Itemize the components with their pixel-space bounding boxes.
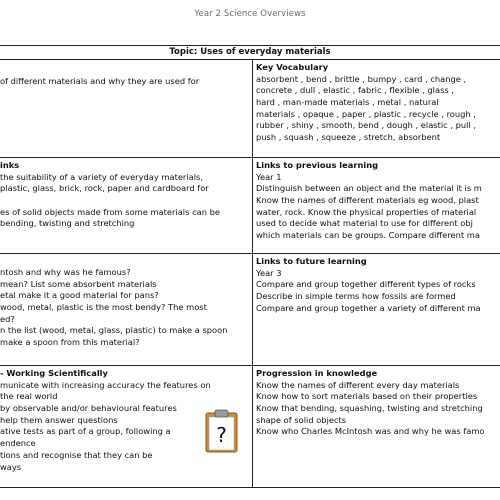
working-scientifically-line: ways: [0, 461, 22, 472]
future-learning-cell: [256, 256, 500, 314]
links-heading: inks: [0, 160, 20, 170]
progression-line: Know the names of different every day materials: [256, 379, 460, 390]
links-cell: [0, 160, 250, 230]
question-line: mean? List some absorbent materials: [0, 278, 157, 289]
working-scientifically-line: by observable and/or behavioural features: [0, 403, 177, 414]
links-line: the suitability of a variety of everyday materials,: [0, 171, 203, 182]
vocabulary-line: materials , opaque , paper , plastic , recycle , rough ,: [256, 108, 476, 119]
future-learning-line: Compare and group together a variety of different ma: [256, 302, 481, 313]
progression-cell: [256, 368, 500, 438]
question-line: make a spoon from this material?: [0, 337, 140, 348]
working-scientifically-line: tions and recognise that they can be: [0, 449, 153, 460]
future-learning-line: Year 3: [256, 267, 282, 278]
intro-line: of different materials and why they are used for: [0, 76, 200, 86]
vocabulary-heading: Key Vocabulary: [256, 62, 329, 72]
topic-heading: Topic: Uses of everyday materials: [169, 47, 331, 57]
progression-heading: Progression in knowledge: [256, 368, 378, 378]
progression-line: shape of solid objects: [256, 414, 347, 425]
vocabulary-line: rubber , shiny , smooth, bend , dough , elastic , pull ,: [256, 120, 477, 131]
previous-learning-line: Know the names of different materials eg wood, plast: [256, 195, 479, 206]
previous-learning-line: Year 1: [256, 171, 282, 182]
vocabulary-line: hard , man-made materials , metal , natural: [256, 97, 439, 108]
previous-learning-line: Distinguish between an object and the material it is m: [256, 183, 482, 194]
working-scientifically-line: the real world: [0, 391, 58, 402]
working-scientifically-line: help them answer questions: [0, 414, 118, 425]
previous-learning-cell: [256, 160, 500, 242]
links-line: es of solid objects made from some materials can be: [0, 206, 220, 217]
progression-line: Know who Charles McIntosh was and why he was famo: [256, 426, 485, 437]
working-scientifically-line: ative tests as part of a group, following a: [0, 426, 171, 437]
links-line: plastic, glass, brick, rock, paper and cardboard for: [0, 183, 209, 194]
vocabulary-line: push , squash , squeeze , stretch, absorbent: [256, 132, 441, 143]
working-scientifically-line: municate with increasing accuracy the features on: [0, 379, 211, 390]
clipboard-question-icon: [205, 409, 238, 453]
questions-cell: [0, 267, 250, 349]
question-line: ed?: [0, 313, 15, 324]
question-line: n the list (wood, metal, glass, plastic) to make a spoon: [0, 325, 228, 336]
intro-cell: [0, 76, 250, 88]
progression-line: Know that bending, squashing, twisting and stretching: [256, 403, 483, 414]
previous-learning-line: water, rock. Know the physical properties of material: [256, 206, 477, 217]
vocabulary-line: concrete , dull , elastic , fabric , flexible , glass ,: [256, 85, 454, 96]
vocabulary-line: absorbent , bend , brittle , bumpy , card , change ,: [256, 73, 467, 84]
previous-learning-line: used to decide what material to use for different obj: [256, 218, 473, 229]
progression-line: Know how to sort materials based on their properties: [256, 391, 478, 402]
links-line: bending, twisting and stretching: [0, 218, 135, 229]
vocabulary-cell: [256, 62, 500, 144]
previous-learning-line: which materials can be groups. Compare different ma: [256, 230, 480, 241]
future-learning-line: Compare and group together different types of rocks: [256, 279, 476, 290]
future-learning-line: Describe in simple terms how fossils are formed: [256, 291, 456, 302]
working-scientifically-line: endence: [0, 438, 36, 449]
question-line: wood, metal, plastic is the most bendy? The most: [0, 302, 207, 313]
future-learning-heading: Links to future learning: [256, 256, 367, 266]
working-scientifically-heading: - Working Scientifically: [0, 368, 108, 378]
clipboard-question-mark: ?: [216, 423, 227, 447]
links-line: [0, 195, 250, 207]
previous-learning-heading: Links to previous learning: [256, 160, 379, 170]
question-line: ntosh and why was he famous?: [0, 267, 131, 277]
document-title: Year 2 Science Overviews: [194, 9, 306, 19]
question-line: etal make it a good material for pans?: [0, 290, 159, 301]
